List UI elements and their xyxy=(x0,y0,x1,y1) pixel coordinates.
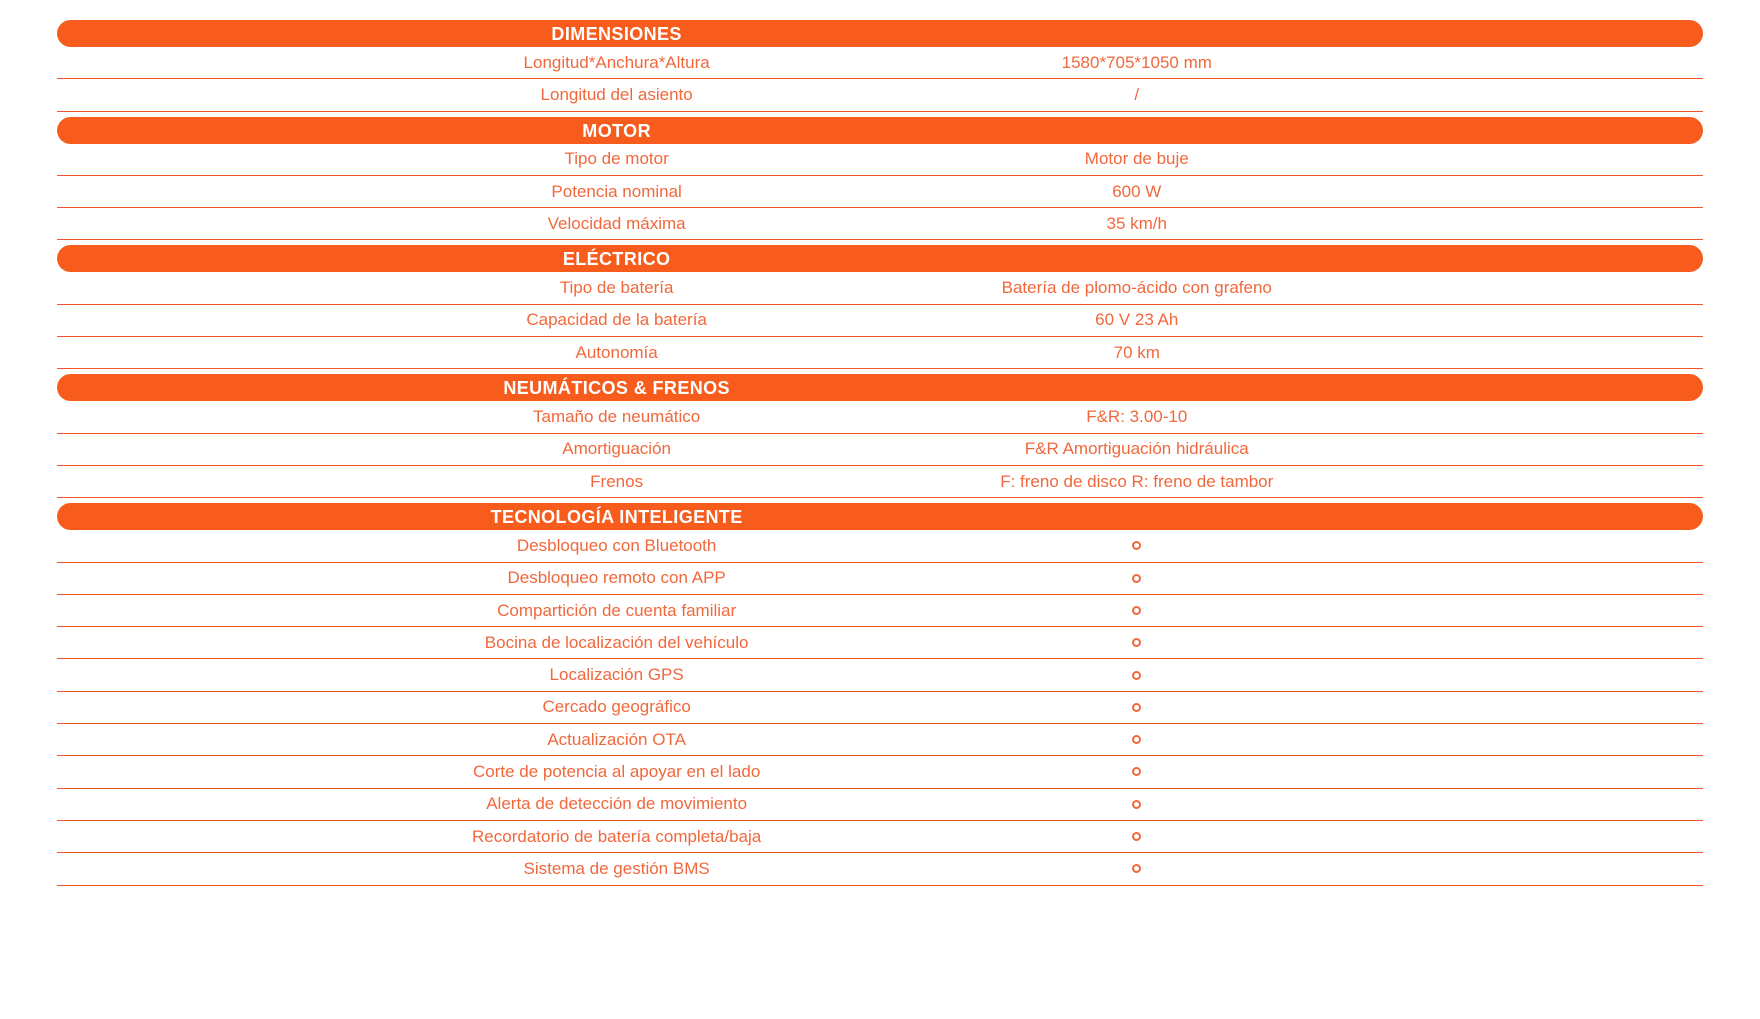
circle-outline-icon xyxy=(1132,864,1141,873)
spec-label: Bocina de localización del vehículo xyxy=(484,632,749,652)
spec-value: 60 V 23 Ah xyxy=(1095,310,1179,330)
spec-section xyxy=(57,374,1703,498)
section-header-bar xyxy=(57,245,1703,272)
spec-label: Corte de potencia al apoyar en el lado xyxy=(472,761,761,781)
spec-value: Motor de buje xyxy=(1084,149,1189,169)
spec-row xyxy=(57,466,1703,498)
spec-row xyxy=(57,305,1703,337)
spec-row xyxy=(57,563,1703,595)
circle-outline-icon xyxy=(1132,541,1141,550)
section-rows xyxy=(57,47,1703,112)
spec-value: 1580*705*1050 mm xyxy=(1061,52,1212,72)
spec-row xyxy=(57,627,1703,659)
spec-table xyxy=(57,20,1703,891)
spec-value xyxy=(585,853,1688,884)
spec-label: Velocidad máxima xyxy=(547,213,686,233)
spec-section xyxy=(57,20,1703,112)
circle-outline-icon xyxy=(1132,574,1141,583)
spec-label: Recordatorio de batería completa/baja xyxy=(472,826,762,846)
spec-row xyxy=(57,853,1703,885)
circle-outline-icon xyxy=(1132,703,1141,712)
spec-label: Frenos xyxy=(590,471,644,491)
spec-label: Desbloqueo con Bluetooth xyxy=(516,535,717,555)
spec-value: 35 km/h xyxy=(1106,213,1167,233)
spec-section xyxy=(57,503,1703,885)
spec-label: Longitud*Anchura*Altura xyxy=(523,52,710,72)
spec-value xyxy=(585,756,1688,787)
spec-row xyxy=(57,821,1703,853)
spec-label: Capacidad de la batería xyxy=(526,310,707,330)
spec-value: / xyxy=(1134,84,1140,104)
circle-outline-icon xyxy=(1132,800,1141,809)
spec-row xyxy=(57,272,1703,304)
spec-row xyxy=(57,789,1703,821)
spec-row xyxy=(57,79,1703,111)
spec-value xyxy=(585,595,1688,626)
spec-label: Autonomía xyxy=(575,342,658,362)
spec-label: Cercado geográfico xyxy=(542,697,691,717)
spec-label: Potencia nominal xyxy=(551,181,682,201)
section-rows xyxy=(57,272,1703,369)
spec-value xyxy=(585,627,1688,658)
section-title: TECNOLOGÍA INTELIGENTE xyxy=(490,507,743,528)
spec-value: F: freno de disco R: freno de tambor xyxy=(1000,471,1274,491)
spec-value xyxy=(585,659,1688,690)
section-title: ELÉCTRICO xyxy=(562,249,671,270)
spec-row xyxy=(57,208,1703,240)
spec-section xyxy=(57,245,1703,369)
spec-value xyxy=(585,530,1688,561)
spec-label: Localización GPS xyxy=(549,665,684,685)
spec-label: Compartición de cuenta familiar xyxy=(497,600,737,620)
circle-outline-icon xyxy=(1132,638,1141,647)
spec-row xyxy=(57,692,1703,724)
spec-row xyxy=(57,724,1703,756)
spec-label: Tamaño de neumático xyxy=(532,407,701,427)
spec-row xyxy=(57,176,1703,208)
spec-label: Desbloqueo remoto con APP xyxy=(507,568,726,588)
section-header-bar xyxy=(57,20,1703,47)
spec-row xyxy=(57,337,1703,369)
spec-value: F&R Amortiguación hidráulica xyxy=(1024,439,1249,459)
spec-value: F&R: 3.00-10 xyxy=(1086,407,1188,427)
spec-row xyxy=(57,401,1703,433)
section-title: MOTOR xyxy=(582,120,651,141)
section-header-bar xyxy=(57,117,1703,144)
spec-row xyxy=(57,144,1703,176)
spec-value xyxy=(585,789,1688,820)
spec-label: Longitud del asiento xyxy=(540,84,693,104)
section-header-bar xyxy=(57,503,1703,530)
section-title: NEUMÁTICOS & FRENOS xyxy=(503,378,730,399)
spec-label: Actualización OTA xyxy=(547,729,686,749)
spec-row xyxy=(57,659,1703,691)
spec-label: Tipo de batería xyxy=(559,278,674,298)
spec-value xyxy=(585,821,1688,852)
spec-row xyxy=(57,530,1703,562)
spec-value: Batería de plomo-ácido con grafeno xyxy=(1001,278,1272,298)
spec-row xyxy=(57,595,1703,627)
circle-outline-icon xyxy=(1132,735,1141,744)
section-header-bar xyxy=(57,374,1703,401)
section-title: DIMENSIONES xyxy=(551,24,682,44)
spec-section xyxy=(57,117,1703,241)
section-rows xyxy=(57,530,1703,885)
spec-label: Amortiguación xyxy=(562,439,671,459)
spec-label: Alerta de detección de movimiento xyxy=(486,794,748,814)
section-rows xyxy=(57,144,1703,241)
section-rows xyxy=(57,401,1703,498)
spec-value xyxy=(585,724,1688,755)
spec-label: Sistema de gestión BMS xyxy=(523,858,710,878)
spec-row xyxy=(57,756,1703,788)
spec-value: 70 km xyxy=(1113,342,1160,362)
circle-outline-icon xyxy=(1132,767,1141,776)
spec-value: 600 W xyxy=(1112,181,1162,201)
spec-row xyxy=(57,47,1703,79)
circle-outline-icon xyxy=(1132,671,1141,680)
spec-value xyxy=(585,692,1688,723)
spec-value xyxy=(585,563,1688,594)
spec-row xyxy=(57,434,1703,466)
spec-label: Tipo de motor xyxy=(564,149,669,169)
circle-outline-icon xyxy=(1132,832,1141,841)
circle-outline-icon xyxy=(1132,606,1141,615)
